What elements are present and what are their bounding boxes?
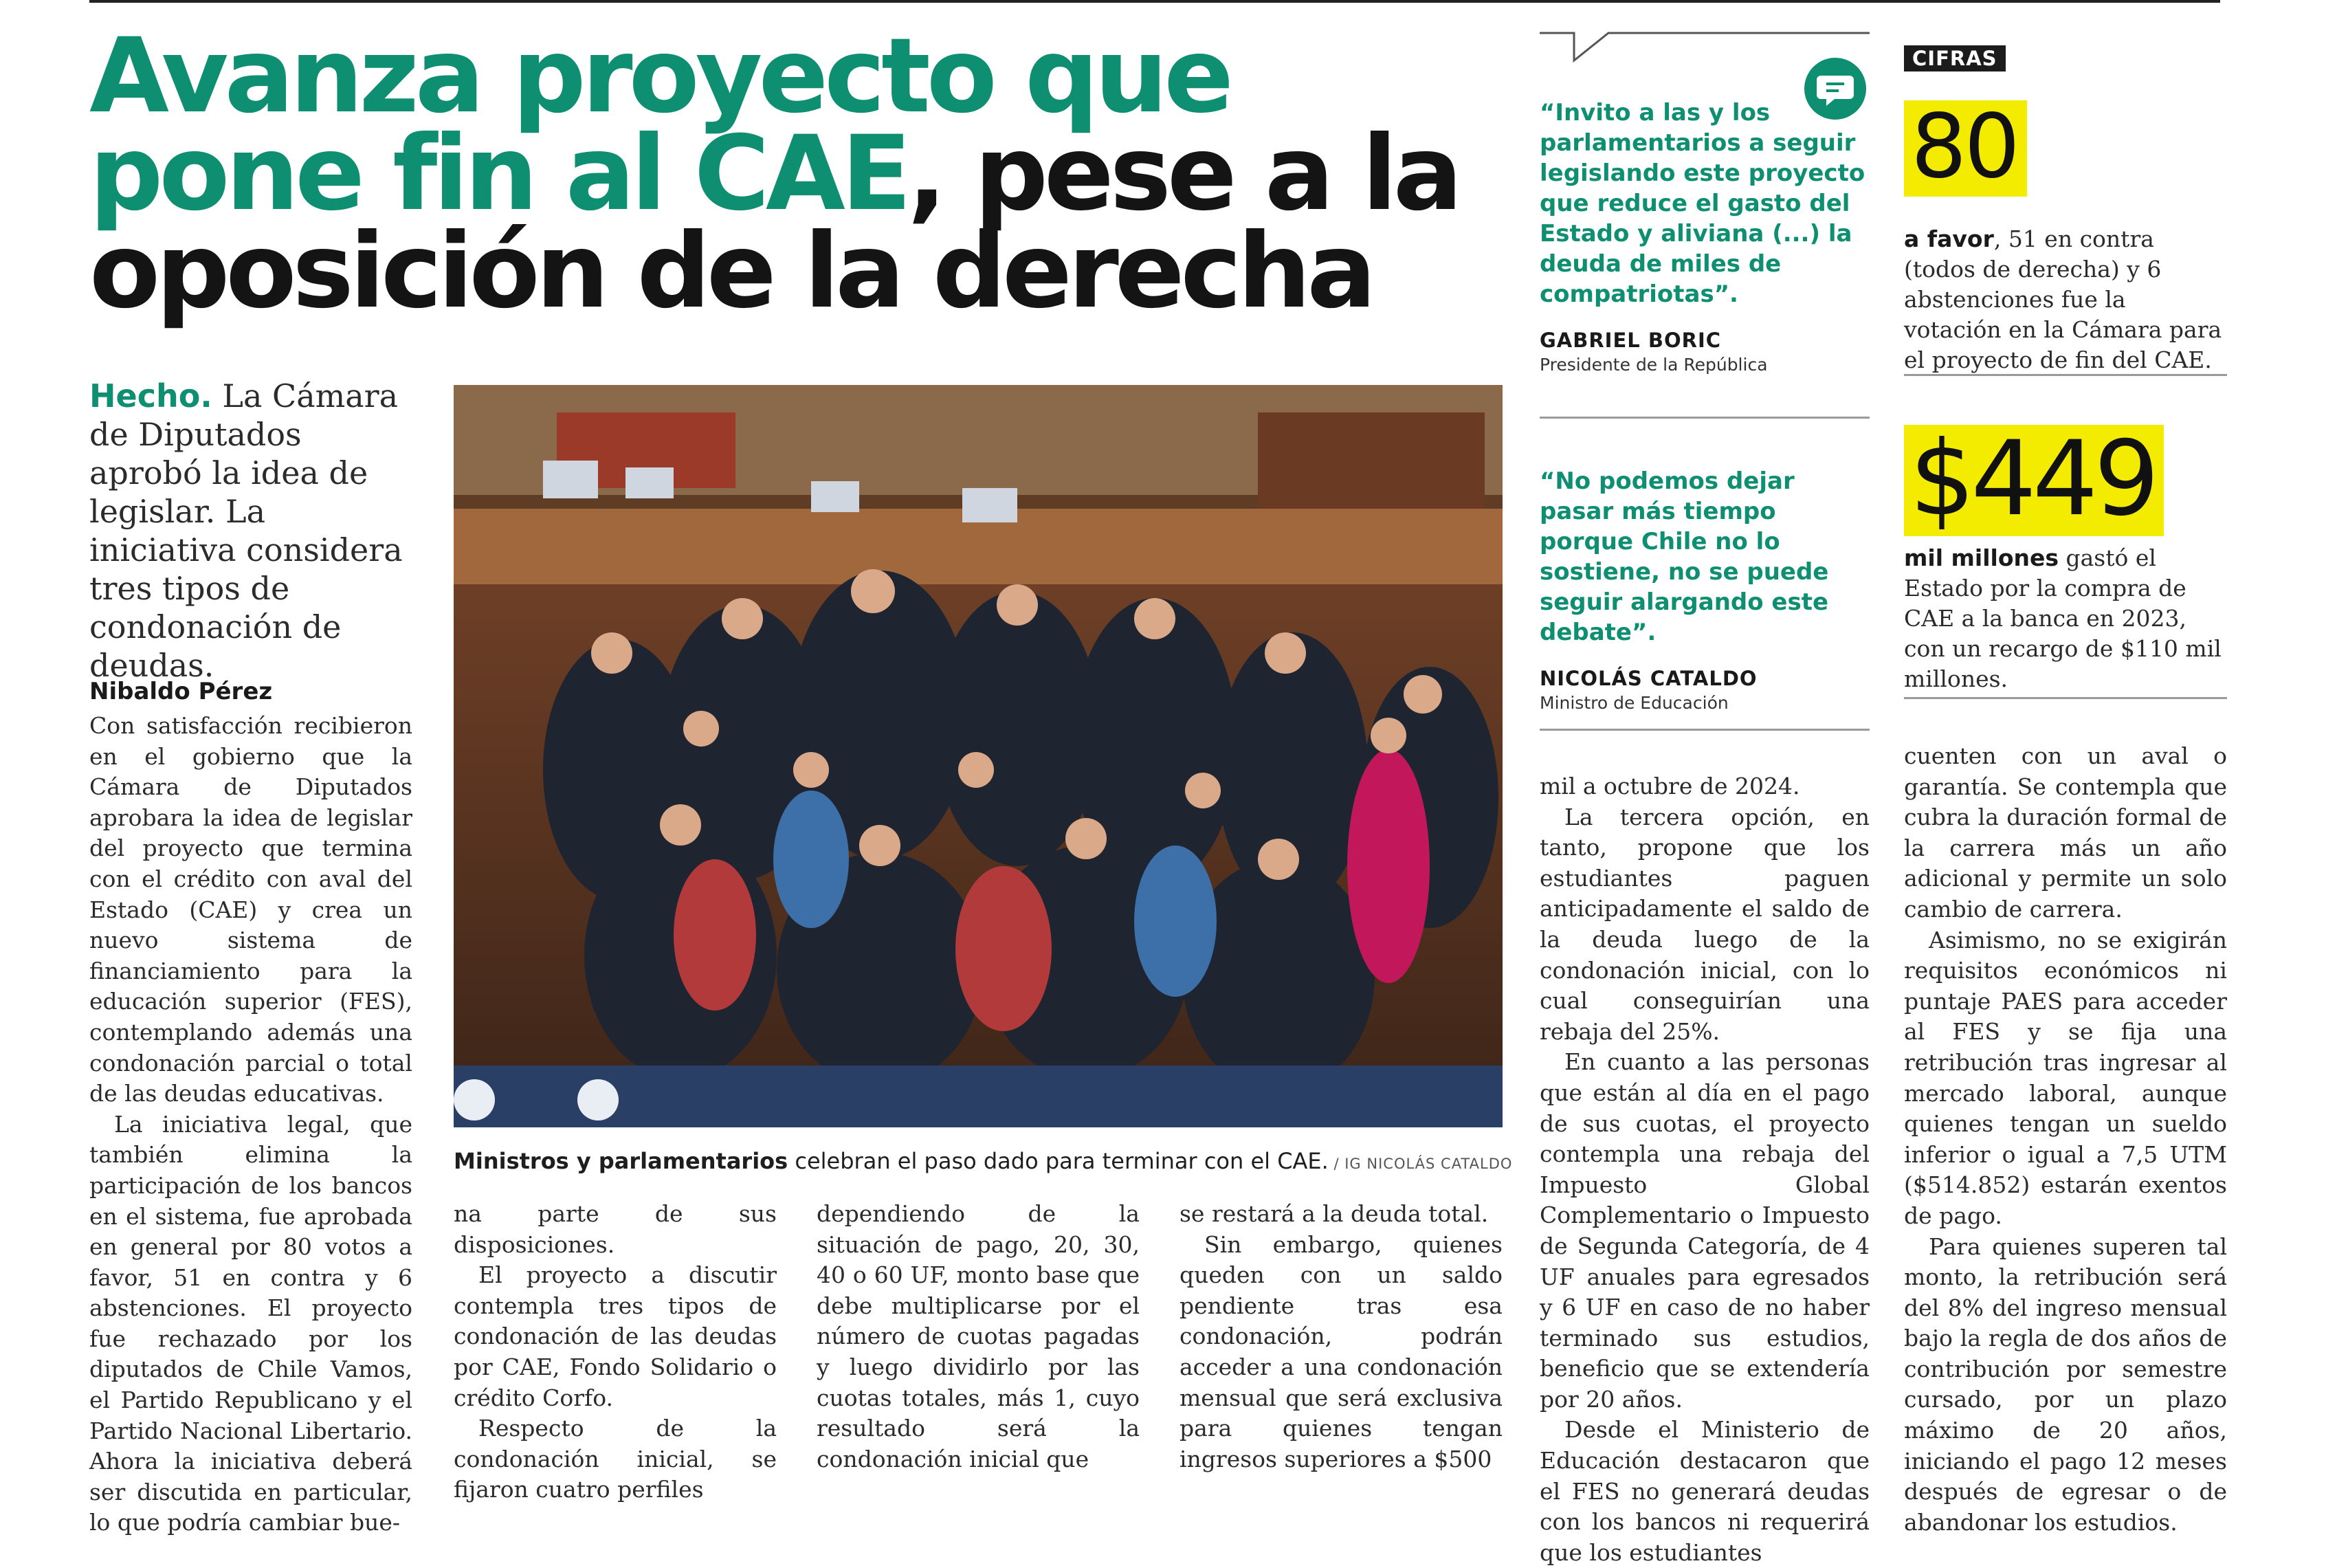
figure-80: 80	[1904, 100, 2027, 197]
paragraph: La iniciativa legal, que también elimina la participación de los bancos en el sistema, fue aprobada en general por 80 votos a favor, 51 en contra y 6 abstenciones. El proyecto fue rechazado por los diputados de Chile Vamos, el Partido Republicano y el Partido Nacional Libertario. Ahora la iniciativa deberá ser discutida en particular, lo que podría cambiar bue-	[89, 1110, 412, 1536]
quote-text: “No podemos dejar pasar más tiempo porque Chile no lo sostiene, no se puede seguir alargando este debate”.	[1540, 467, 1829, 646]
caption-text: celebran el paso dado para terminar con el CAE.	[788, 1148, 1329, 1174]
paragraph: El proyecto a discutir contempla tres tipos de condonación de las deudas por CAE, Fondo Solidario o crédito Corfo.	[454, 1261, 777, 1411]
parliament-celebration-photo	[454, 385, 1503, 1127]
paragraph: se restará a la deuda total.	[1179, 1200, 1489, 1227]
cifras-divider	[1904, 697, 2227, 699]
article-column-5	[1540, 771, 1870, 1568]
figure-80-bold: a favor	[1904, 225, 1994, 252]
paragraph: Sin embargo, quienes queden con un saldo pendiente tras esa condonación, podrán acceder a una condonación mensual que será exclusiva para quienes tengan ingresos superiores a $500	[1179, 1230, 1503, 1472]
figure-449-bold: mil millones	[1904, 544, 2059, 571]
quote-author-role: Ministro de Educación	[1540, 693, 1729, 713]
paragraph: Respecto de la condonación inicial, se fijaron cuatro perfiles	[454, 1415, 777, 1503]
article-column-2	[454, 1199, 777, 1505]
quote-author-name: NICOLÁS CATALDO	[1540, 667, 1758, 690]
paragraph: dependiendo de la situación de pago, 20, 30, 40 o 60 UF, monto base que debe multiplicarse por el número de cuotas pagadas y luego dividirlo por las cuotas totales, más 1, cuyo resultado será la condonación inicial que	[817, 1200, 1140, 1472]
article-column-3	[817, 1199, 1140, 1475]
article-column-6	[1904, 741, 2227, 1538]
paragraph: Desde el Ministerio de Educación destacaron que el FES no generará deudas con los bancos ni requerirá que los estudiantes	[1540, 1416, 1870, 1566]
quote-author-name: GABRIEL BORIC	[1540, 329, 1722, 352]
paragraph: cuenten con un aval o garantía. Se contempla que cubra la duración formal de la carrera más un año adicional y permite un solo cambio de carrera.	[1904, 742, 2227, 923]
paragraph: La tercera opción, en tanto, propone que los estudiantes paguen anticipadamente el saldo de la deuda luego de la condonación inicial, con lo cual conseguirían una rebaja del 25%.	[1540, 803, 1870, 1045]
photo-credit: / IG NICOLÁS CATALDO	[1328, 1156, 1513, 1172]
quote-cataldo	[1540, 466, 1870, 713]
lead-summary	[89, 377, 412, 685]
figure-449: $449	[1904, 425, 2164, 536]
quote-divider	[1540, 729, 1870, 731]
cifras-label: CIFRAS	[1904, 45, 2006, 71]
figure-449-description	[1904, 543, 2227, 694]
figure-80-text: , 51 en contra (todos de derecha) y 6 abstenciones fue la votación en la Cámara para el proyecto de fin del CAE.	[1904, 225, 2222, 373]
article-column-4	[1179, 1199, 1503, 1475]
article-column-1	[89, 711, 412, 1538]
paragraph: Asimismo, no se exigirán requisitos económicos ni puntaje PAES para acceder al FES y se fija una retribución tras ingresar al mercado laboral, aunque quienes tengan un sueldo inferior o igual a 7,5 UTM ($514.852) estarán exentos de pago.	[1904, 926, 2227, 1229]
caption-bold: Ministros y parlamentarios	[454, 1148, 788, 1174]
headline-black-part: , pese a la oposición de la derecha	[89, 114, 1459, 331]
paragraph: Para quienes superen tal monto, la retribución será del 8% del ingreso mensual bajo la regla de dos años de contribución por semestre cursado, por un plazo máximo de 20 años, iniciando el pago 12 meses después de egresar o de abandonar los estudios.	[1904, 1233, 2227, 1536]
paragraph: Con satisfacción recibieron en el gobierno que la Cámara de Diputados aprobara la idea de legislar del proyecto que termina con el crédito con aval del Estado (CAE) y crea un nuevo sistema de financiamiento para la educación superior (FES), contemplando además una condonación parcial o total de las deudas educativas.	[89, 712, 412, 1107]
paragraph: En cuanto a las personas que están al día en el pago de sus cuotas, el proyecto contempla una rebaja del Impuesto Global Complementario o Impuesto de Segunda Categoría, de 4 UF anuales para egresados y 6 UF en caso de no haber terminado sus estudios, beneficio que se extendería por 20 años.	[1540, 1048, 1870, 1413]
headline	[89, 16, 1533, 331]
lead-tag: Hecho.	[89, 377, 212, 415]
top-rule	[89, 0, 2220, 3]
byline: Nibaldo Pérez	[89, 678, 273, 705]
quote-author-role: Presidente de la República	[1540, 355, 1768, 375]
quote-text: “Invito a las y los parlamentarios a seguir legislando este proyecto que reduce el gasto del Estado y aliviana (...) la deuda de miles de compatriotas”.	[1540, 99, 1865, 308]
figure-80-description	[1904, 224, 2227, 375]
paragraph: na parte de sus disposiciones.	[454, 1200, 777, 1258]
quote-divider	[1540, 417, 1870, 419]
lead-text: La Cámara de Diputados aprobó la idea de legislar. La iniciativa considera tres tipos de condonación de deudas.	[89, 377, 403, 684]
photo-caption	[454, 1148, 1513, 1174]
cifras-divider	[1904, 374, 2227, 376]
quote-boric	[1540, 98, 1870, 375]
headline-green-part: Avanza proyecto que pone fin al CAE	[89, 16, 1230, 234]
news-photo	[454, 385, 1503, 1127]
figure-449-text: gastó el Estado por la compra de CAE a la banca en 2023, con un recargo de $110 mil millones.	[1904, 544, 2222, 692]
paragraph: mil a octubre de 2024.	[1540, 773, 1800, 799]
